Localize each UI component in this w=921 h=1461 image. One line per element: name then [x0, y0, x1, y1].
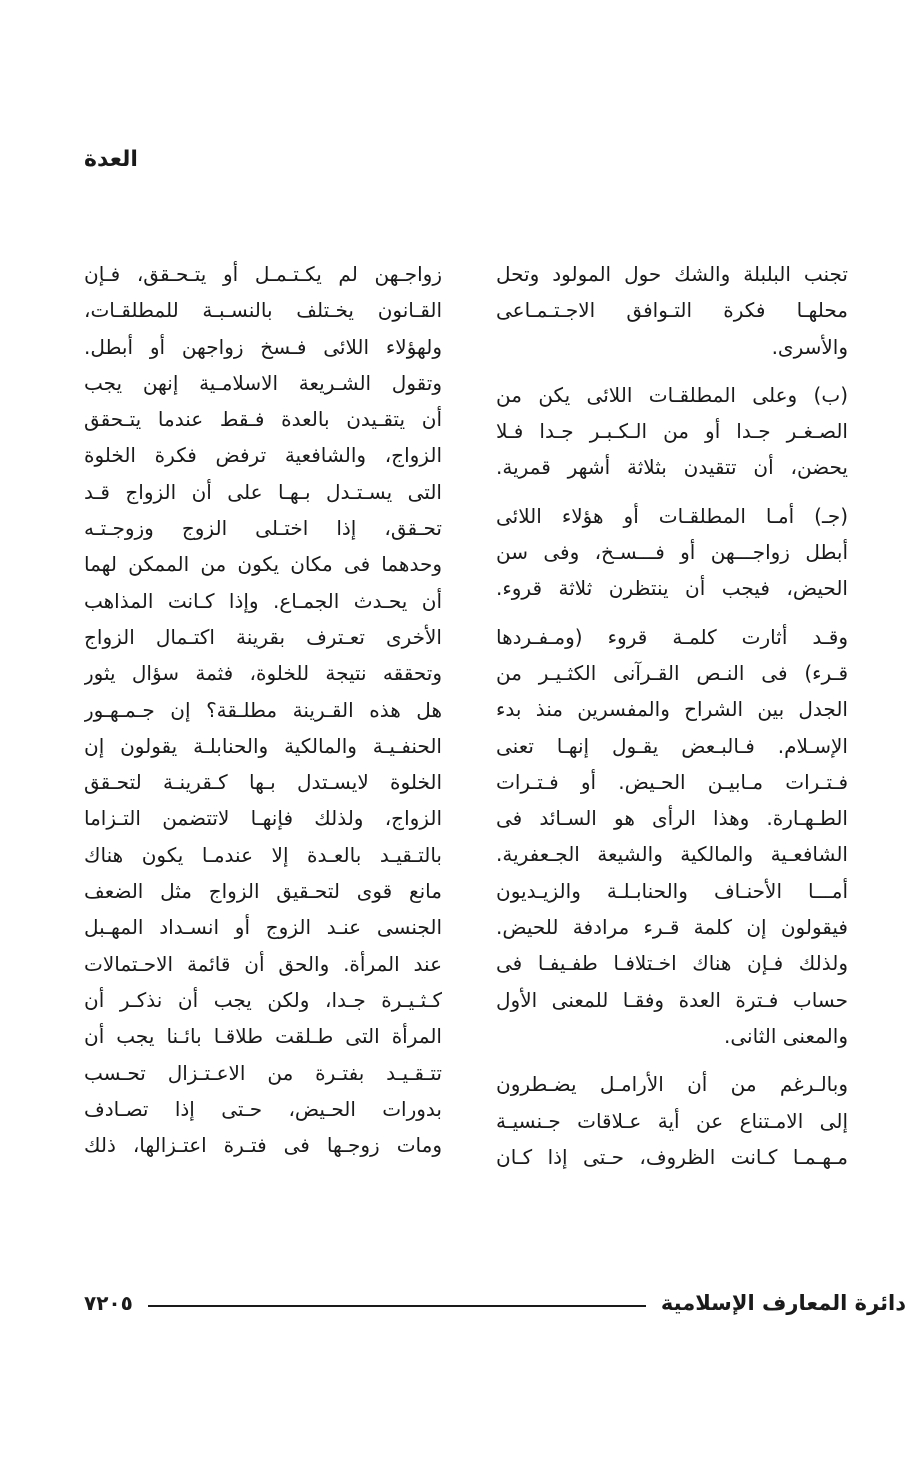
text-line: (جـ) أمـا المطلقـات أو هؤلاء اللائى: [496, 503, 848, 528]
text-line: وحدهما فى مكان يكون من الممكن لهما: [84, 552, 442, 577]
text-line: أن يحـدث الجمـاع. وإذا كـانت المذاهب: [84, 588, 442, 613]
footer-divider: [148, 1305, 646, 1307]
running-header: العدة: [84, 147, 138, 172]
text-line: زواجـهن لم يكـتـمـل أو يتـحـقق، فـإن: [84, 262, 442, 286]
text-line: مـهـمـا كـانت الظروف، حـتى إذا كـان: [496, 1144, 848, 1169]
paragraph: [496, 498, 848, 607]
paragraph: [496, 256, 848, 365]
right-column: [496, 256, 848, 1175]
text-line: أن يتقـيدن بالعدة فـقط عندما يتـحقق: [84, 407, 442, 432]
text-line: الإسـلام. فـالبـعض يقـول إنهـا تعنى: [496, 733, 848, 758]
text-line: أبطل زواجـــهن أو فـــسـخ، وفى سن: [496, 540, 848, 565]
text-line: الحيض، فيجب أن ينتظرن ثلاثة قروء.: [496, 576, 848, 601]
text-line: الأخرى تعـترف بقرينة اكتـمال الزواج: [84, 624, 442, 649]
text-line: فيقولون إن كلمة قـرء مرادفة للحيض.: [496, 915, 848, 940]
text-line: فـتـرات مـابيـن الحـيض. أو فـتـرات: [496, 769, 848, 794]
text-line: الخلوة لايسـتدل بـها كـقرينـة لتحـقق: [84, 770, 442, 795]
text-line: إلى الامـتناع عن أية عـلاقات جـنسيـة: [496, 1108, 848, 1133]
text-line: قـرء) فى النـص القـرآنى الكثـيـر من: [496, 660, 848, 685]
text-line: بالتـقيـد بالعـدة إلا عندمـا يكون هناك: [84, 842, 442, 867]
text-line: والأسرى.: [771, 334, 848, 359]
text-line: وقـد أثارت كلمـة قروء (ومـفـردها: [496, 624, 848, 649]
left-column: [84, 256, 442, 1163]
text-line: (ب) وعلى المطلقـات اللائى يكن من: [496, 382, 848, 407]
paragraph: [496, 1066, 848, 1175]
text-line: التى يسـتـدل بـهـا على أن الزواج قـد: [84, 479, 442, 504]
text-line: المرأة التى طـلقت طلاقـا بائـنا يجب أن: [84, 1024, 442, 1049]
text-line: وبالـرغم من أن الأرامـل يضـطرون: [496, 1072, 848, 1097]
text-line: مانع قوى لتحـقيق الزواج مثل الضعف: [84, 879, 442, 904]
text-line: الجنسى عنـد الزوج أو انسـداد المهـبل: [84, 915, 442, 940]
text-line: تجنب البلبلة والشك حول المولود وتحل: [496, 262, 848, 286]
text-line: الصـغـر جـدا أو من الـكـبـر جـدا فـلا: [496, 419, 848, 444]
text-line: وتقول الشـريعة الاسلامـية إنهن يجب: [84, 370, 442, 395]
text-line: وتحققه نتيجة للخلوة، فثمة سؤال يثور: [84, 661, 442, 686]
paragraph: [496, 619, 848, 1055]
text-line: ولذلك فـإن هناك اخـتلافـا طفـيفـا فى: [496, 951, 848, 976]
publication-title: دائرة المعارف الإسلامية: [660, 1291, 906, 1315]
text-line: بدورات الحـيض، حـتى إذا تصـادف: [84, 1096, 442, 1121]
text-line: أمـــا الأحنـاف والحنابـلـة والزيـديون: [496, 878, 848, 903]
text-line: الجدل بين الشراح والمفسرين منذ بدء: [496, 697, 848, 722]
text-line: حساب فـترة العدة وفقـا للمعنى الأول: [496, 987, 848, 1012]
text-line: الطـهـارة. وهذا الرأى هو السـائد فى: [496, 806, 848, 831]
text-line: الزواج، ولذلك فإنهـا لاتتضمن التـزاما: [84, 806, 442, 831]
text-line: الشافعـية والمالكية والشيعة الجـعفرية.: [496, 842, 848, 867]
text-line: الحنفـيـة والمالكية والحنابلـة يقولون إن: [84, 733, 442, 758]
page-footer: [84, 1288, 906, 1318]
paragraph: [496, 377, 848, 486]
text-line: يحضن، أن تتقيدن بثلاثة أشهر قمرية.: [496, 455, 848, 480]
text-line: محلهـا فكرة التـوافق الاجـتـمـاعى: [496, 298, 848, 323]
text-line: تتـقـيـد بفتـرة من الاعـتـزال تحـسب: [84, 1060, 442, 1085]
text-line: هل هذه القـرينة مطلـقة؟ إن جـمـهـور: [84, 697, 442, 722]
text-line: كـثـيـرة جـدا، ولكن يجب أن نذكـر أن: [84, 987, 442, 1012]
page-number: ٧٢٠٥: [84, 1291, 133, 1315]
text-line: ولهؤلاء اللائى فـسخ زواجهن أو أبطل.: [84, 334, 442, 359]
text-line: ومات زوجـها فى فتـرة اعتـزالها، ذلك: [84, 1133, 442, 1158]
text-line: تحـقق، إذا اختـلى الزوج وزوجـتـه: [84, 516, 442, 541]
text-line: الزواج، والشافعية ترفض فكرة الخلوة: [84, 443, 442, 468]
text-line: القـانون يخـتلف بالنسـبـة للمطلقـات،: [84, 298, 442, 323]
text-line: عند المرأة. والحق أن قائمة الاحـتمالات: [84, 951, 442, 976]
text-line: والمعنى الثانى.: [724, 1023, 848, 1048]
